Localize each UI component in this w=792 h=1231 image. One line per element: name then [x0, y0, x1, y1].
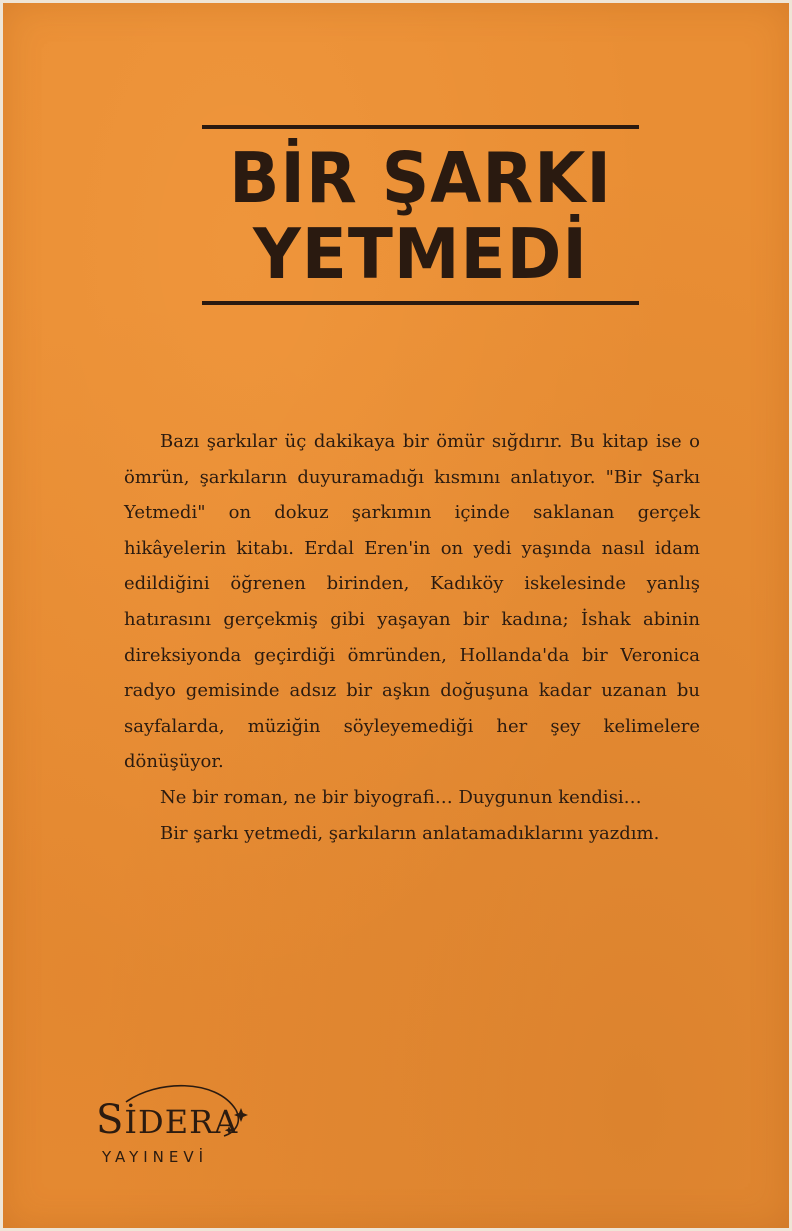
title-bottom-rule — [202, 301, 639, 305]
publisher-subtitle: YAYINEVİ — [102, 1148, 209, 1166]
blurb-paragraph-1: Bazı şarkılar üç dakikaya bir ömür sığdırır. Bu kitap ise o ömrün, şarkıların duyuramadığı kısmını anlatıyor. "Bir Şarkı Yetmedi" on dokuz şarkımın içinde saklanan gerçek hikâyelerin kitabı. Erdal Eren'in on yedi yaşında nasıl idam edildiğini öğrenen birinden, Kadıköy iskelesinde yanlış hatırasını gerçekmiş gibi yaşayan bir kadına; İshak abinin direksiyonda geçirdiği ömründen, Hollanda'da bir Veronica radyo gemisinde adsız bir aşkın doğuşuna kadar uzanan bu sayfalarda, müziğin söyleyemediği her şey kelimelere dönüşüyor. — [124, 431, 700, 773]
back-cover-blurb — [124, 424, 700, 851]
publisher-logo — [96, 1080, 256, 1170]
publisher-name-rest: İDERA — [124, 1103, 239, 1141]
blurb-paragraph-3: Bir şarkı yetmedi, şarkıların anlatamadıklarını yazdım. — [160, 822, 660, 844]
publisher-name-initial: S — [96, 1097, 125, 1143]
title-line-2: YETMEDİ — [252, 214, 588, 295]
blurb-paragraph-2: Ne bir roman, ne bir biyografi… Duygunun kendisi… — [160, 786, 642, 808]
title-line-1: BİR ŞARKI — [229, 138, 612, 219]
title-top-rule — [202, 125, 639, 129]
publisher-name — [96, 1097, 239, 1143]
